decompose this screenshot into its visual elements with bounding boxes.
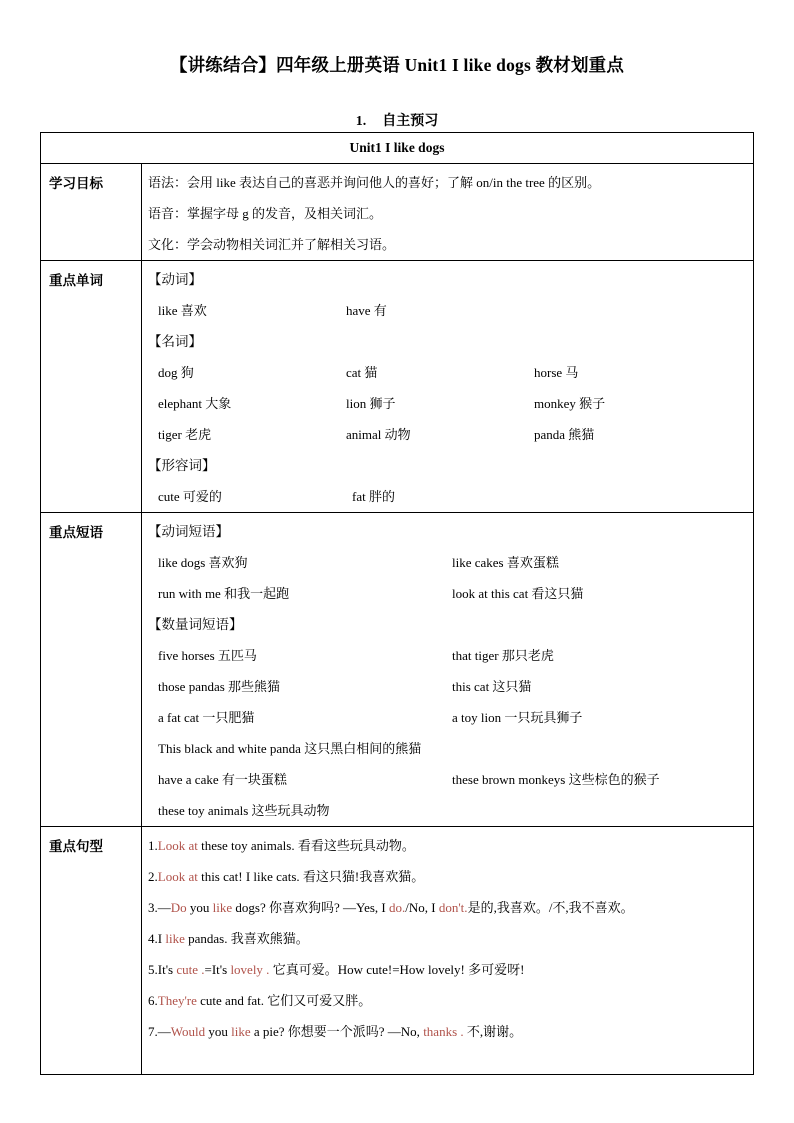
sentence-text: /No, I <box>405 900 439 915</box>
quant-phrase-header: 【数量词短语】 <box>148 617 243 632</box>
study-table <box>40 132 754 1075</box>
word-elephant: elephant 大象 <box>158 396 232 411</box>
sentence-3 <box>148 892 753 923</box>
word-monkey: monkey 猴子 <box>534 396 606 411</box>
list-item <box>148 419 753 450</box>
highlight: like <box>165 931 185 946</box>
word-dog: dog 狗 <box>158 365 194 380</box>
highlight: Look at <box>157 838 198 853</box>
highlight: do. <box>389 900 406 915</box>
goal-line: 语音：掌握字母 g 的发音，及相关词汇。 <box>148 206 383 221</box>
sentence-text: 4.I <box>148 931 166 946</box>
phrase: look at this cat 看这只猫 <box>452 586 584 601</box>
section-heading <box>0 110 794 130</box>
sentence-num: 1. <box>148 838 158 853</box>
table-header: Unit1 I like dogs <box>41 133 754 164</box>
sentence-6 <box>148 985 753 1016</box>
adj-header: 【形容词】 <box>148 458 216 473</box>
sentences-content <box>142 827 754 1075</box>
list-item <box>148 388 753 419</box>
word-animal: animal 动物 <box>346 427 411 442</box>
list-item <box>148 547 753 578</box>
sentence-5 <box>148 954 753 985</box>
highlight: thanks . <box>423 1024 464 1039</box>
sentence-2 <box>148 861 753 892</box>
sentence-text: 它真可爱。How cute!=How lovely! 多可爱呀! <box>269 962 525 977</box>
word-cute: cute 可爱的 <box>158 489 222 504</box>
phrase: those pandas 那些熊猫 <box>158 679 281 694</box>
highlight: like <box>212 900 233 915</box>
phrase: This black and white panda 这只黑白相间的熊猫 <box>158 741 422 756</box>
sentences-row <box>41 827 754 1075</box>
phrase: have a cake 有一块蛋糕 <box>158 772 287 787</box>
goal-line: 语法：会用 like 表达自己的喜恶并询问他人的喜好；了解 on/in the tree 的区别。 <box>148 175 601 190</box>
list-item <box>148 640 753 671</box>
highlight: like <box>231 1024 251 1039</box>
word-like: like 喜欢 <box>158 303 207 318</box>
word-cat: cat 猫 <box>346 365 378 380</box>
verb-header: 【动词】 <box>148 272 202 287</box>
phrase: a fat cat 一只肥猫 <box>158 710 255 725</box>
list-item <box>148 671 753 702</box>
sentence-text: cute and fat. 它们又可爱又胖。 <box>196 993 372 1008</box>
phrase: five horses 五匹马 <box>158 648 257 663</box>
list-item <box>148 578 753 609</box>
sentence-text: 不,谢谢。 <box>463 1024 523 1039</box>
sentence-7 <box>148 1016 753 1047</box>
phrases-label: 重点短语 <box>41 513 142 827</box>
noun-header: 【名词】 <box>148 334 202 349</box>
phrases-content <box>142 513 754 827</box>
table-header-row <box>41 133 754 164</box>
sentence-text: pandas. 我喜欢熊猫。 <box>184 931 309 946</box>
word-tiger: tiger 老虎 <box>158 427 212 442</box>
phrase: these toy animals 这些玩具动物 <box>158 803 330 818</box>
words-label: 重点单词 <box>41 261 142 513</box>
words-row <box>41 261 754 513</box>
list-item <box>148 702 753 733</box>
goals-content <box>142 164 754 261</box>
word-horse: horse 马 <box>534 365 579 380</box>
goals-row <box>41 164 754 261</box>
highlight: cute . <box>176 962 205 977</box>
phrase: this cat 这只猫 <box>452 679 532 694</box>
list-item <box>148 795 753 826</box>
list-item <box>148 764 753 795</box>
sentence-text: you <box>186 900 213 915</box>
phrase: run with me 和我一起跑 <box>158 586 290 601</box>
goal-line: 文化：学会动物相关词汇并了解相关习语。 <box>148 237 396 252</box>
highlight: They're <box>157 993 197 1008</box>
phrase: like cakes 喜欢蛋糕 <box>452 555 559 570</box>
sentence-4 <box>148 923 753 954</box>
word-fat: fat 胖的 <box>352 489 395 504</box>
phrase: that tiger 那只老虎 <box>452 648 554 663</box>
sentences-label: 重点句型 <box>41 827 142 1075</box>
sentence-text: 是的,我喜欢。/不,我不喜欢。 <box>467 900 634 915</box>
sentence-text: these toy animals. 看看这些玩具动物。 <box>197 838 415 853</box>
word-have: have 有 <box>346 303 387 318</box>
highlight: Do <box>170 900 187 915</box>
word-panda: panda 熊猫 <box>534 427 595 442</box>
section-label: 自主预习 <box>382 114 439 129</box>
sentence-text: 7.— <box>148 1024 171 1039</box>
sentence-1 <box>148 830 753 861</box>
words-content <box>142 261 754 513</box>
sentence-text: a pie? 你想要一个派吗? —No, <box>250 1024 424 1039</box>
list-item <box>148 357 753 388</box>
sentence-text: 3.— <box>148 900 171 915</box>
highlight: don't. <box>438 900 468 915</box>
sentence-text: this cat! I like cats. 看这只猫!我喜欢猫。 <box>197 869 425 884</box>
verb-phrase-header: 【动词短语】 <box>148 524 229 539</box>
phrases-row <box>41 513 754 827</box>
sentence-text: =It's <box>204 962 231 977</box>
sentence-text: 5.It's <box>148 962 177 977</box>
goals-label: 学习目标 <box>41 164 142 261</box>
list-item <box>148 295 753 326</box>
sentence-text: dogs? 你喜欢狗吗? —Yes, I <box>232 900 389 915</box>
highlight: Look at <box>157 869 198 884</box>
highlight: Would <box>170 1024 206 1039</box>
highlight: lovely . <box>230 962 270 977</box>
phrase: these brown monkeys 这些棕色的猴子 <box>452 772 660 787</box>
phrase: a toy lion 一只玩具狮子 <box>452 710 583 725</box>
section-number: 1. <box>355 114 367 129</box>
list-item <box>148 481 753 512</box>
sentence-text: 6. <box>148 993 158 1008</box>
phrase: like dogs 喜欢狗 <box>158 555 248 570</box>
sentence-num: 2. <box>148 869 158 884</box>
list-item <box>148 733 753 764</box>
word-lion: lion 狮子 <box>346 396 396 411</box>
page-title: 【讲练结合】四年级上册英语 Unit1 I like dogs 教材划重点 <box>169 55 625 75</box>
sentence-text: you <box>205 1024 232 1039</box>
